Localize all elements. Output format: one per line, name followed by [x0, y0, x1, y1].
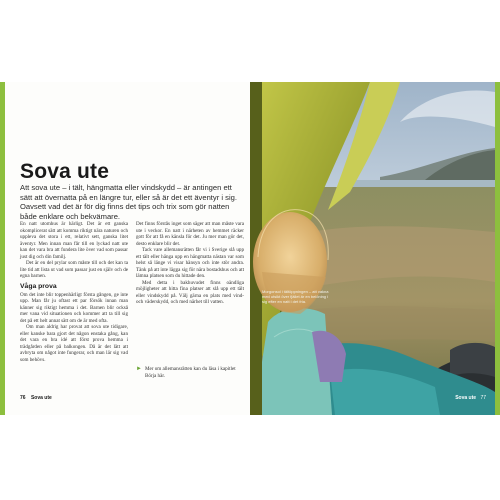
running-footer: Sova ute: [30, 395, 52, 401]
paragraph: En natt utomhus är härligt. Det är ett ganska okomplicerat sätt att komma riktigt nära naturen och uppleva det stora i ett, relativt sett, ganska litet äventyr. Men innan man får till en lyckad natt ute kan det vara bra att fundera lite över vad som passar just dig och din familj.: [20, 221, 128, 260]
right-page-edge: [495, 82, 500, 415]
cross-reference-note: [136, 366, 246, 379]
section-heading: Våga prova: [20, 282, 57, 290]
paragraph: Med detta i bakhuvudet finns oändliga möjligheter att hitta fina platser att slå upp ett tält eller vindskydd på. Välj gärna en plats med vind- och väderskydd, och med närhet till vatten.: [136, 279, 244, 305]
photo-page: [250, 82, 495, 415]
text-column-1: [20, 221, 128, 363]
photo-caption: Morgonsol i tältöppningen – att vakna med utsikt över fjället är en belöning i sig efter en natt i det fria.: [262, 289, 329, 304]
right-page-footer: [455, 395, 486, 401]
arrow-right-icon: ►: [136, 366, 142, 372]
paragraph: Tack vare allemansrätten får vi i Sverige slå upp ett tält eller hänga upp en hängmatta nästan var som helst så länge vi visar hänsyn och inte stör andra. Tänk på att inte lägga sig för nära bostadshus och att lämna platsen som du hittade den.: [136, 247, 244, 279]
note-text: Mer om allemansrätten kan du läsa i kapitlet Börja här.: [144, 366, 236, 379]
paragraph: Det finns förstås inget som säger att man måste vara ute i veckor. En natt i närheten av hemmet räcker gott för att få en känsla för det. Ju mer man gör det, desto enklare blir det.: [136, 221, 244, 247]
page-number: 76: [20, 395, 26, 401]
book-spread: [0, 82, 500, 415]
paragraph: Om det inte blir toppenhärligt första gången, ge inte upp. Man får ju oftast ett par försök innan man känner sig riktigt hemma i det. Barnen blir också mer vana vid situationen och kommer att ta till sig det på ett helt annat sätt om de är med ofta.: [20, 291, 128, 324]
running-footer: Sova ute: [455, 395, 477, 401]
left-page-footer: [20, 395, 52, 401]
text-column-2: [136, 221, 244, 306]
chapter-lede: Att sova ute – i tält, hängmatta eller vindskydd – är antingen ett sätt att övernatta på en längre tur, eller så är det ett äventyr i sig. Oavsett vad det är för dig finns det tips och trix som gör natten både enklare och bekvämare.: [20, 183, 237, 221]
paragraph: Det är en del prylar som måste till och det kan ta lite tid att lista ut vad som passar just en själv och de egna barnen.: [20, 260, 128, 279]
chapter-title: Sova ute: [20, 160, 110, 183]
page-number: 77: [480, 395, 486, 401]
tent-view-photo: [250, 82, 495, 415]
paragraph: Om man aldrig har provat att sova ute tidigare, eller kanske bara gjort det någon enstaka gång, kan det vara en bra idé att först prova hemma i trädgården eller på balkongen. Då är det lätt att avbryta om något inte fungerar, och man lär sig vad som behövs.: [20, 324, 128, 363]
